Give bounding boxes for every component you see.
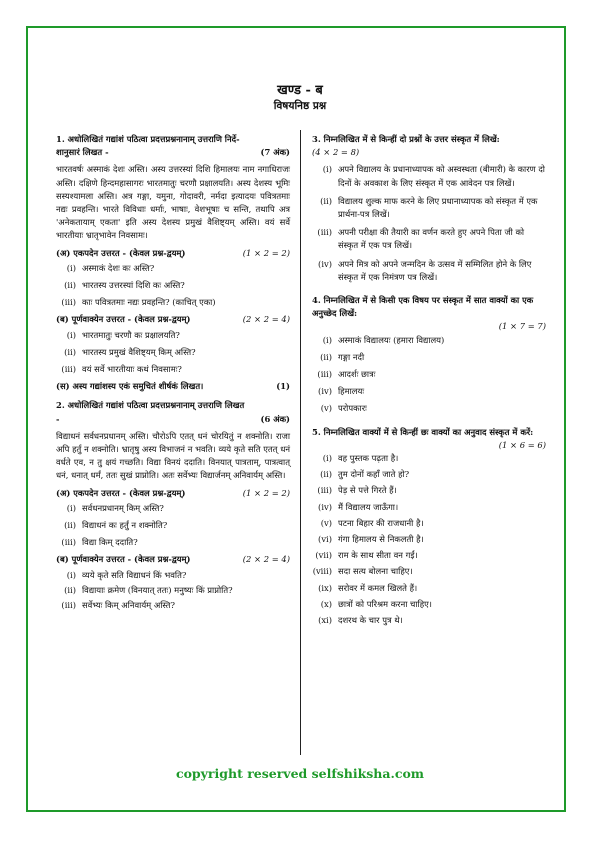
- q3-list: [312, 163, 546, 284]
- q4-list: [312, 334, 546, 416]
- list-item: [56, 519, 290, 532]
- list-item: [312, 517, 546, 530]
- list-item: [312, 501, 546, 514]
- q1-part-c-heading: (स) अस्य गद्यांशस्य एकं समुचितं शीर्षकं लिखत।: [56, 381, 204, 392]
- list-item: [312, 565, 546, 578]
- item-number: (vii): [315, 550, 332, 561]
- list-item: [56, 363, 290, 376]
- item-text: आदर्शः छात्रः: [338, 369, 376, 380]
- item-number: (iii): [61, 297, 76, 308]
- item-text: मैं विद्यालय जाऊँगा।: [338, 501, 399, 512]
- item-number: (iii): [61, 537, 76, 548]
- right-column: [312, 133, 546, 630]
- item-text: परोपकारः: [338, 403, 367, 414]
- item-text: अस्माकं देशः कः अस्ति?: [82, 262, 155, 273]
- q1-part-a-list: [56, 262, 290, 310]
- item-number: (iv): [318, 501, 332, 512]
- item-number: (i): [322, 164, 332, 175]
- item-text: अपने मित्र को अपने जन्मदिन के उत्सव में सम्मिलित होने के लिए संस्कृत में एक निमंत्रण पत्र लिखें।: [338, 258, 532, 282]
- item-text: सर्वधनप्रधानम् किम् अस्ति?: [82, 502, 164, 513]
- list-item: [312, 402, 546, 415]
- item-text: अस्माकं विद्यालयः (हमारा विद्यालय): [338, 334, 445, 345]
- question-1-heading: 1. अधोलिखितं गद्यांशं पठित्वा प्रदत्तप्रश्ननानाम् उत्तराणि निर्दे-: [56, 134, 240, 144]
- item-number: (xi): [318, 615, 332, 626]
- question-2-heading-cont: -: [56, 413, 60, 424]
- item-number: (vi): [318, 534, 332, 545]
- q1-part-b-marks: (2 × 2 = 4): [242, 314, 290, 325]
- question-3-marks: (4 × 2 = 8): [312, 147, 360, 158]
- item-text: व्यये कृते सति विद्याधनं किं भवति?: [82, 569, 187, 580]
- item-text: काः पवित्रतमाः नद्यः प्रवहन्ति? (काचित् एका): [82, 297, 216, 308]
- item-number: (i): [66, 502, 76, 513]
- item-number: (ii): [64, 346, 76, 357]
- q1-part-c-marks: (1): [276, 381, 290, 392]
- item-number: (iii): [317, 227, 332, 238]
- list-item: [312, 582, 546, 595]
- item-number: (i): [322, 453, 332, 464]
- list-item: [312, 195, 546, 221]
- item-text: सरोवर में कमल खिलते हैं।: [338, 582, 418, 593]
- item-number: (v): [320, 517, 332, 528]
- item-text: विद्याधनं कः हर्तुं न शक्नोति?: [82, 520, 168, 531]
- item-text: सदा सत्य बोलना चाहिए।: [338, 566, 413, 577]
- question-2-heading: 2. अधोलिखितं गद्यांशं पठित्वा प्रदत्तप्रश्ननानाम् उत्तराणि लिखत: [56, 400, 245, 411]
- item-number: (iii): [317, 369, 332, 380]
- item-number: (ix): [318, 582, 332, 593]
- list-item: [56, 569, 290, 582]
- list-item: [56, 262, 290, 275]
- list-item: [312, 368, 546, 381]
- copyright-footer: copyright reserved selfshiksha.com: [175, 766, 425, 781]
- list-item: [56, 279, 290, 292]
- item-number: (iii): [317, 485, 332, 496]
- q2-part-a-heading: (अ) एकपदेन उत्तरत - (केवल प्रश्न-द्वयम्): [56, 487, 186, 498]
- item-number: (iii): [61, 600, 76, 611]
- item-text: विद्यायाः क्रमेण (विनयात् ततः) मनुष्यः किं प्राप्नोति?: [82, 584, 233, 595]
- q1-part-b-heading: (ब) पूर्णवाक्येन उत्तरत - (केवल प्रश्न-द्वयम्): [56, 314, 191, 325]
- item-text: भारतस्य प्रमुखं वैशिष्ट्यम् किम् अस्ति?: [82, 346, 196, 357]
- item-number: (iv): [318, 258, 332, 269]
- item-number: (ii): [320, 195, 332, 206]
- item-text: छात्रों को परिश्रम करना चाहिए।: [338, 598, 432, 609]
- q2-part-b-list: [56, 569, 290, 613]
- item-number: (ii): [64, 584, 76, 595]
- item-text: वह पुस्तक पढ़ता है।: [338, 453, 399, 464]
- item-text: अपने विद्यालय के प्रधानाध्यापक को अस्वस्थता (बीमारी) के कारण दो दिनों के अवकाश के लिए संस्कृत में एक आवेदन पत्र लिखें।: [338, 164, 545, 188]
- section-title: खण्ड - ब: [277, 83, 323, 98]
- q2-part-a-marks: (1 × 2 = 2): [242, 487, 290, 498]
- list-item: [312, 163, 546, 189]
- list-item: [56, 599, 290, 612]
- item-number: (v): [320, 403, 332, 414]
- question-2-passage: विद्याधनं सर्वधनप्रधानम् अस्ति। चौरोऽपि एतत् धनं चोरयितुं न शक्नोति। राजा अपि हर्तुं न शक्नोति। भ्रातृषु अस्य विभाजनं न भवति। व्यये कृते सति एतत् धनं वर्धते एव, न तु क्षयं गच्छति। विद्या विनयं ददाति। विनयात् पात्रताम्, पात्रत्वात् धनं, धनात् धर्मं, ततः सुखं प्राप्नोति। अतः सर्वेभ्यः विद्यार्जनम् अनिवार्यम् अस्ति।: [56, 430, 290, 481]
- item-text: वयं सर्वे भारतीयाः कथं निवसामः?: [82, 364, 182, 375]
- q1-part-a-marks: (1 × 2 = 2): [242, 247, 290, 258]
- question-5-heading: 5. निम्नलिखित वाक्यों में से किन्हीं छः वाक्यों का अनुवाद संस्कृत में करें:: [312, 426, 534, 437]
- question-3-heading: 3. निम्नलिखित में से किन्हीं दो प्रश्नों के उत्तर संस्कृत में लिखें:: [312, 134, 500, 144]
- item-number: (iv): [318, 386, 332, 397]
- item-number: (ii): [64, 280, 76, 291]
- q1-part-a-heading: (अ) एकपदेन उत्तरत - (केवल प्रश्न-द्वयम्): [56, 247, 186, 258]
- item-text: दशरथ के चार पुत्र थे।: [338, 615, 403, 626]
- item-number: (i): [322, 334, 332, 345]
- question-1: [56, 133, 290, 393]
- question-5: [312, 426, 546, 628]
- item-text: विद्यालय शुल्क माफ करने के लिए प्रधानाध्यापक को संस्कृत में एक प्रार्थना-पत्र लिखें।: [338, 195, 538, 220]
- q2-part-b-heading: (ब) पूर्णवाक्येन उत्तरत - (केवल प्रश्न-द्वयम्): [56, 554, 191, 565]
- q2-part-b-marks: (2 × 2 = 4): [242, 554, 290, 565]
- item-text: गंगा हिमालय से निकलती है।: [338, 534, 424, 545]
- item-text: तुम दोनों कहाँ जाते हो?: [338, 469, 410, 480]
- item-text: हिमालयः: [338, 386, 365, 397]
- question-4: [312, 294, 546, 416]
- list-item: [56, 296, 290, 309]
- question-4-marks: (1 × 7 = 7): [498, 321, 546, 332]
- item-text: पटना बिहार की राजधानी है।: [338, 517, 424, 528]
- question-1-marks: (7 अंक): [260, 147, 290, 158]
- question-5-marks: (1 × 6 = 6): [498, 439, 546, 450]
- list-item: [312, 533, 546, 546]
- item-text: सर्वेभ्यः किम् अनिवार्यम् अस्ति?: [82, 600, 175, 611]
- item-number: (ii): [320, 351, 332, 362]
- item-text: अपनी परीक्षा की तैयारी का वर्णन करते हुए अपने पिता जी को संस्कृत में एक पत्र लिखें।: [338, 227, 525, 251]
- item-number: (i): [66, 569, 76, 580]
- list-item: [312, 598, 546, 611]
- item-number: (i): [66, 262, 76, 273]
- list-item: [312, 484, 546, 497]
- question-2: [56, 399, 290, 612]
- section-subtitle: विषयनिष्ठ प्रश्न: [273, 100, 327, 112]
- list-item: [312, 452, 546, 465]
- question-2-marks: (6 अंक): [260, 413, 290, 424]
- item-number: (i): [66, 329, 76, 340]
- list-item: [312, 614, 546, 627]
- list-item: [312, 549, 546, 562]
- question-1-passage: भारतवर्षः अस्माकं देशः अस्ति। अस्य उत्तरस्यां दिशि हिमालयः नाम नगाधिराजः अस्ति। दक्षिणे हिन्दमहासागरः भारतमातुः चरणौ प्रक्षालयति। अस्य देशस्य भूमिः सस्यश्यामला अस्ति। अत्र गङ्गा, यमुना, गोदावरी, नर्मदा इत्यादयः पवित्रतमाः नद्यः प्रवहन्ति। भारते विविधाः धर्माः, भाषाः, वेशभूषाः च सन्ति, तथापि अत्र 'अनेकतायाम् एकता' इति अस्य देशस्य प्रमुखं वैशिष्ट्यम् अस्ति। वयं सर्वे भारतीयाः भ्रातृभावेन निवसामः।: [56, 164, 290, 241]
- item-text: गङ्गा नदी: [338, 351, 365, 362]
- item-text: राम के साथ सीता वन गईं।: [338, 550, 418, 561]
- list-item: [312, 385, 546, 398]
- list-item: [56, 329, 290, 342]
- list-item: [312, 351, 546, 364]
- q2-part-a-list: [56, 502, 290, 550]
- list-item: [312, 258, 546, 284]
- question-1-heading-cont: शानुसारं लिखत -: [56, 147, 109, 158]
- list-item: [56, 584, 290, 597]
- list-item: [312, 468, 546, 481]
- item-number: (ii): [320, 469, 332, 480]
- list-item: [312, 226, 546, 252]
- item-text: भारतस्य उत्तरस्यां दिशि कः अस्ति?: [82, 280, 185, 291]
- list-item: [56, 346, 290, 359]
- item-number: (x): [320, 598, 332, 609]
- question-4-heading: 4. निम्नलिखित में से किसी एक विषय पर संस्कृत में सात वाक्यों का एक अनुच्छेद लिखें:: [312, 295, 534, 319]
- list-item: [56, 502, 290, 515]
- q1-part-b-list: [56, 329, 290, 377]
- item-number: (ii): [64, 520, 76, 531]
- item-text: विद्या किम् ददाति?: [82, 537, 138, 548]
- list-item: [312, 334, 546, 347]
- left-column: [56, 133, 290, 614]
- column-divider: [300, 130, 301, 755]
- item-number: (iii): [61, 364, 76, 375]
- item-number: (viii): [312, 566, 332, 577]
- item-text: भारतमातुः चरणौ कः प्रक्षालयति?: [82, 329, 180, 340]
- question-3: [312, 133, 546, 284]
- item-text: पेड़ से पत्ते गिरते हैं।: [338, 485, 397, 496]
- q5-list: [312, 452, 546, 627]
- list-item: [56, 536, 290, 549]
